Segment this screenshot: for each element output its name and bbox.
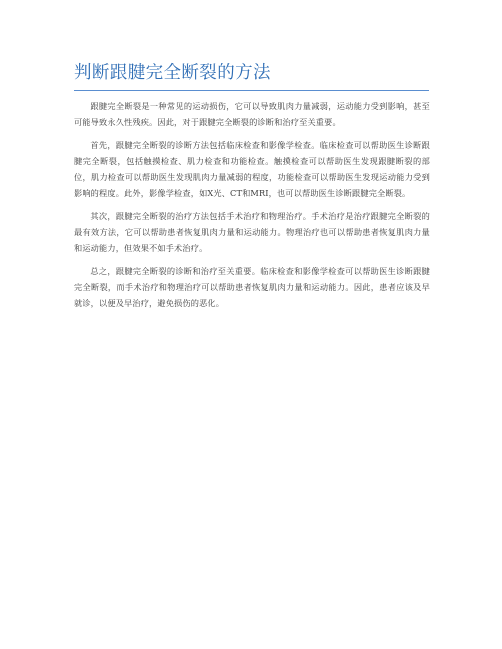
title-underline (74, 90, 429, 91)
paragraph-conclusion: 总之，跟腱完全断裂的诊断和治疗至关重要。临床检查和影像学检查可以帮助医生诊断跟腱完全断裂，而手术治疗和物理治疗可以帮助患者恢复肌肉力量和运动能力。因此，患者应该及早就诊，以便及早治疗，避免损伤的恶化。 (74, 266, 430, 308)
paragraph-treatment: 其次，跟腱完全断裂的治疗方法包括手术治疗和物理治疗。手术治疗是治疗跟腱完全断裂的最有效方法，它可以帮助患者恢复肌肉力量和运动能力。物理治疗也可以帮助患者恢复肌肉力量和运动能力，但效果不如手术治疗。 (74, 211, 430, 253)
paragraph-diagnosis: 首先，跟腱完全断裂的诊断方法包括临床检查和影像学检查。临床检查可以帮助医生诊断跟腱完全断裂，包括触摸检查、肌力检查和功能检查。触摸检查可以帮助医生发现跟腱断裂的部位，肌力检查可以帮助医生发现肌肉力量减弱的程度，功能检查可以帮助医生发现运动能力受到影响的程度。此外，影像学检查，如X光、CT和MRI，也可以帮助医生诊断跟腱完全断裂。 (74, 140, 430, 198)
document-title: 判断跟腱完全断裂的方法 (74, 63, 271, 83)
paragraph-intro: 跟腱完全断裂是一种常见的运动损伤，它可以导致肌肉力量减弱，运动能力受到影响，甚至可能导致永久性残疾。因此，对于跟腱完全断裂的诊断和治疗至关重要。 (74, 101, 430, 127)
document-body (74, 98, 430, 318)
